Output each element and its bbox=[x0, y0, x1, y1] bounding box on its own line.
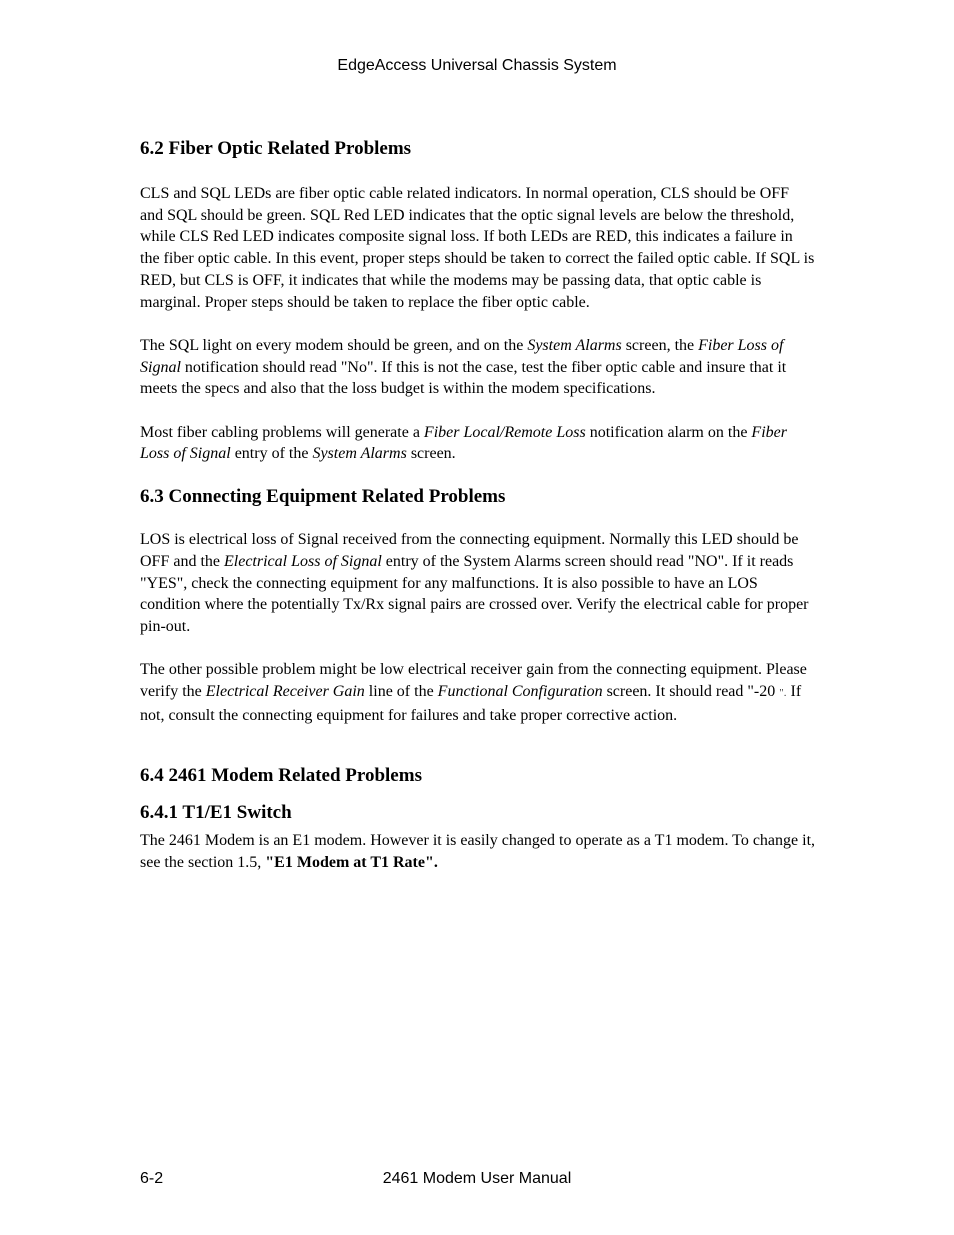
text-run: line of the bbox=[364, 683, 438, 701]
text-run: LOS is electrical loss of Signal received from the connecting equipment. Normally this LED should be OFF and the bbox=[140, 531, 799, 570]
footer-manual-title: 2461 Modem User Manual bbox=[382, 1170, 572, 1187]
text-run: screen. It should read "-20 bbox=[602, 683, 780, 701]
text-run: screen, the bbox=[621, 336, 699, 354]
italic-electrical-receiver-gain: Electrical Receiver Gain bbox=[205, 683, 365, 701]
section-heading-6-2: 6.2 Fiber Optic Related Problems bbox=[140, 138, 412, 159]
paragraph-fiber-leds: CLS and SQL LEDs are fiber optic cable related indicators. In normal operation, CLS should be OFF and SQL should be green. SQL Red LED indicates that the optic signal levels are below the threshold, while CLS Red LED indicates composite signal loss. If both LEDs are RED, this indicates a failure in the fiber optic cable. In this event, proper steps should be taken to correct the failed optic cable. If SQL is RED, but CLS is OFF, it indicates that while the modems may be passing data, that optic cable is marginal. Proper steps should be taken to replace the fiber optic cable. bbox=[140, 185, 815, 311]
italic-electrical-loss-of-signal: Electrical Loss of Signal bbox=[224, 552, 382, 570]
text-run: The SQL light on every modem should be green, and on the bbox=[140, 336, 528, 354]
running-header: EdgeAccess Universal Chassis System bbox=[337, 57, 617, 74]
text-run: entry of the bbox=[230, 445, 313, 463]
section-heading-6-3: 6.3 Connecting Equipment Related Problems bbox=[140, 486, 506, 508]
text-run: The other possible problem might be low electrical receiver gain from the connecting equipment. Please verify the bbox=[140, 661, 807, 701]
paragraph-fiber-cabling bbox=[140, 422, 816, 465]
text-run: If not, consult the connecting equipment for failures and take proper corrective action. bbox=[140, 683, 802, 724]
italic-fiber-local-remote-loss: Fiber Local/Remote Loss bbox=[423, 423, 586, 441]
text-run: screen. bbox=[406, 445, 456, 463]
text-run: The 2461 Modem is an E1 modem. However it is easily changed to operate as a T1 modem. To change it, see the section 1.5, bbox=[140, 832, 816, 872]
italic-functional-configuration: Functional Configuration bbox=[437, 683, 603, 701]
text-run: entry of the System Alarms screen should read "NO". If it reads "YES", check the connecting equipment for any malfunctions. It is also possible to have an LOS condition where the potentially Tx/Rx signal pairs are crossed over. Verify the electrical cable for proper pin-out. bbox=[140, 552, 809, 635]
italic-system-alarms: System Alarms bbox=[527, 336, 622, 354]
page-number: 6-2 bbox=[140, 1170, 164, 1187]
italic-fiber-loss-of-signal: Fiber Loss of Signal bbox=[140, 336, 784, 376]
italic-fiber-loss-of-signal: Fiber Loss of Signal bbox=[140, 423, 787, 463]
small-quote-mark: ". bbox=[779, 687, 787, 700]
paragraph-los bbox=[140, 529, 816, 638]
text-run: Most fiber cabling problems will generate a bbox=[140, 423, 424, 441]
paragraph-sql-light bbox=[140, 335, 816, 400]
paragraph-receiver-gain bbox=[140, 659, 816, 726]
page-content bbox=[140, 137, 816, 874]
italic-system-alarms: System Alarms bbox=[312, 445, 407, 463]
section-heading-6-4: 6.4 2461 Modem Related Problems bbox=[140, 765, 422, 787]
text-run: notification should read "No". If this is not the case, test the fiber optic cable and insure that it meets the specs and also that the loss budget is within the modem specifications. bbox=[140, 358, 787, 398]
text-run: notification alarm on the bbox=[585, 423, 752, 441]
subsection-heading-6-4-1: 6.4.1 T1/E1 Switch bbox=[140, 802, 292, 824]
paragraph-t1-e1-switch bbox=[140, 830, 816, 873]
bold-section-reference: "E1 Modem at T1 Rate". bbox=[265, 854, 438, 872]
